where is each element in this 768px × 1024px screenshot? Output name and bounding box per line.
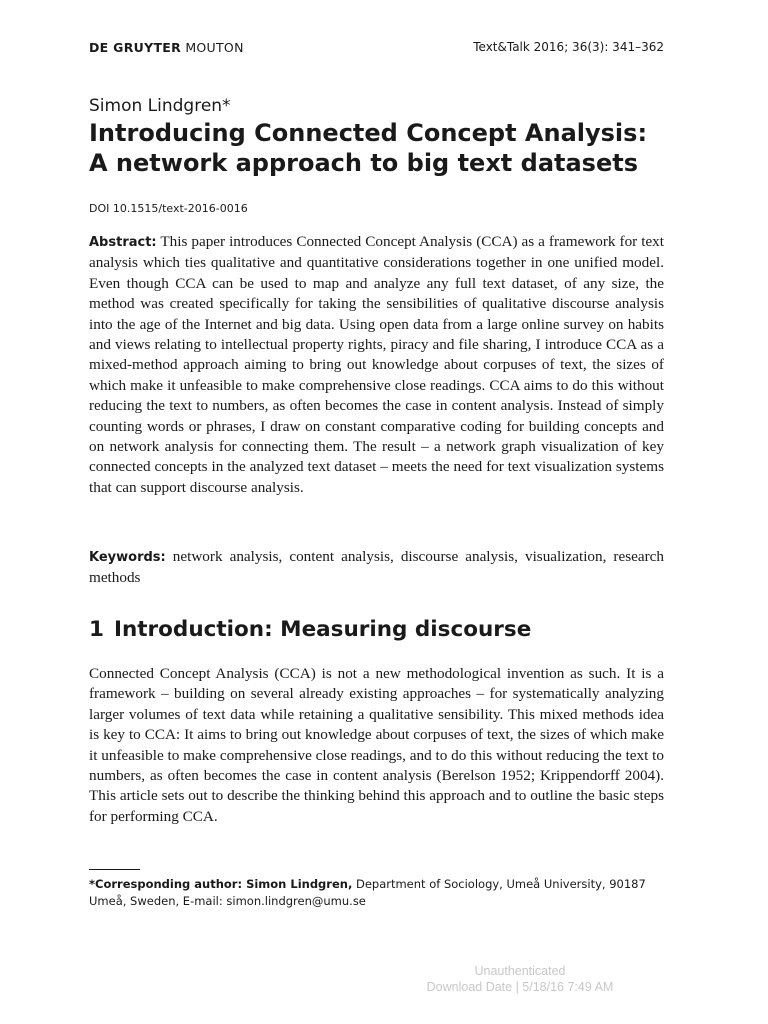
- title-line-1: Introducing Connected Concept Analysis:: [89, 119, 648, 147]
- section-title: Introduction: Measuring discourse: [113, 617, 532, 642]
- keywords: [89, 547, 664, 589]
- footnote-line-2: Umeå, Sweden, E-mail: simon.lindgren@umu.se: [89, 894, 366, 908]
- intro-paragraph: Connected Concept Analysis (CCA) is not a new methodological invention as such. It is a framework – building on several already existing approaches – for systematically analyzing larger volumes of text data while retaining a qualitative sensibility. This mixed methods idea is key to CCA: It aims to bring out knowledge about corpuses of text, the sizes of which make it unfeasible to make comprehensive close readings, and to do this without reducing the text to numbers, as often becomes the case in content analysis (Berelson 1952; Krippendorff 2004). This article sets out to describe the thinking behind this approach and to outline the basic steps for performing CCA.: [89, 665, 664, 825]
- title-line-2: A network approach to big text datasets: [89, 149, 638, 177]
- download-stamp-line-2: Download Date | 5/18/16 7:49 AM: [426, 980, 614, 994]
- running-header: [89, 40, 664, 58]
- footnote-label: *Corresponding author: Simon Lindgren,: [89, 877, 353, 891]
- journal-reference: Text&Talk 2016; 36(3): 341–362: [473, 40, 664, 54]
- author-name: Simon Lindgren*: [89, 96, 231, 116]
- section-heading: [89, 617, 531, 642]
- abstract-label: Abstract:: [89, 235, 157, 250]
- download-stamp-line-1: Unauthenticated: [474, 964, 566, 978]
- section-number: 1: [89, 617, 104, 642]
- publisher-name: DE GRUYTER MOUTON: [89, 40, 244, 55]
- footnote-line-1: Department of Sociology, Umeå University, 90187: [355, 877, 646, 891]
- abstract: [89, 232, 664, 498]
- footnote-rule: [89, 869, 140, 870]
- paper-title: [89, 118, 664, 178]
- keywords-text: network analysis, content analysis, discourse analysis, visualization, research methods: [89, 548, 665, 587]
- keywords-label: Keywords:: [89, 550, 166, 565]
- footnote: [89, 876, 664, 910]
- doi: DOI 10.1515/text-2016-0016: [89, 202, 248, 215]
- abstract-text: This paper introduces Connected Concept Analysis (CCA) as a framework for text analysis which ties qualitative and quantitative considerations together in one unified model. Even though CCA can be used to map and analyze any full text dataset, of any size, the method was created specifically for taking the sensibilities of qualitative discourse analysis into the age of the Internet and big data. Using open data from a large online survey on habits and views relating to intellectual property rights, piracy and file sharing, I introduce CCA as a mixed-method approach aiming to bring out knowledge about corpuses of text, the sizes of which make it unfeasible to make comprehensive close readings. CCA aims to do this without reducing the text to numbers, as often becomes the case in content analysis. Instead of simply counting words or phrases, I draw on constant comparative coding for building concepts and on network analysis for connecting them. The result – a network graph visualization of key connected concepts in the analyzed text dataset – meets the need for text visualization systems that can support discourse analysis.: [89, 233, 664, 496]
